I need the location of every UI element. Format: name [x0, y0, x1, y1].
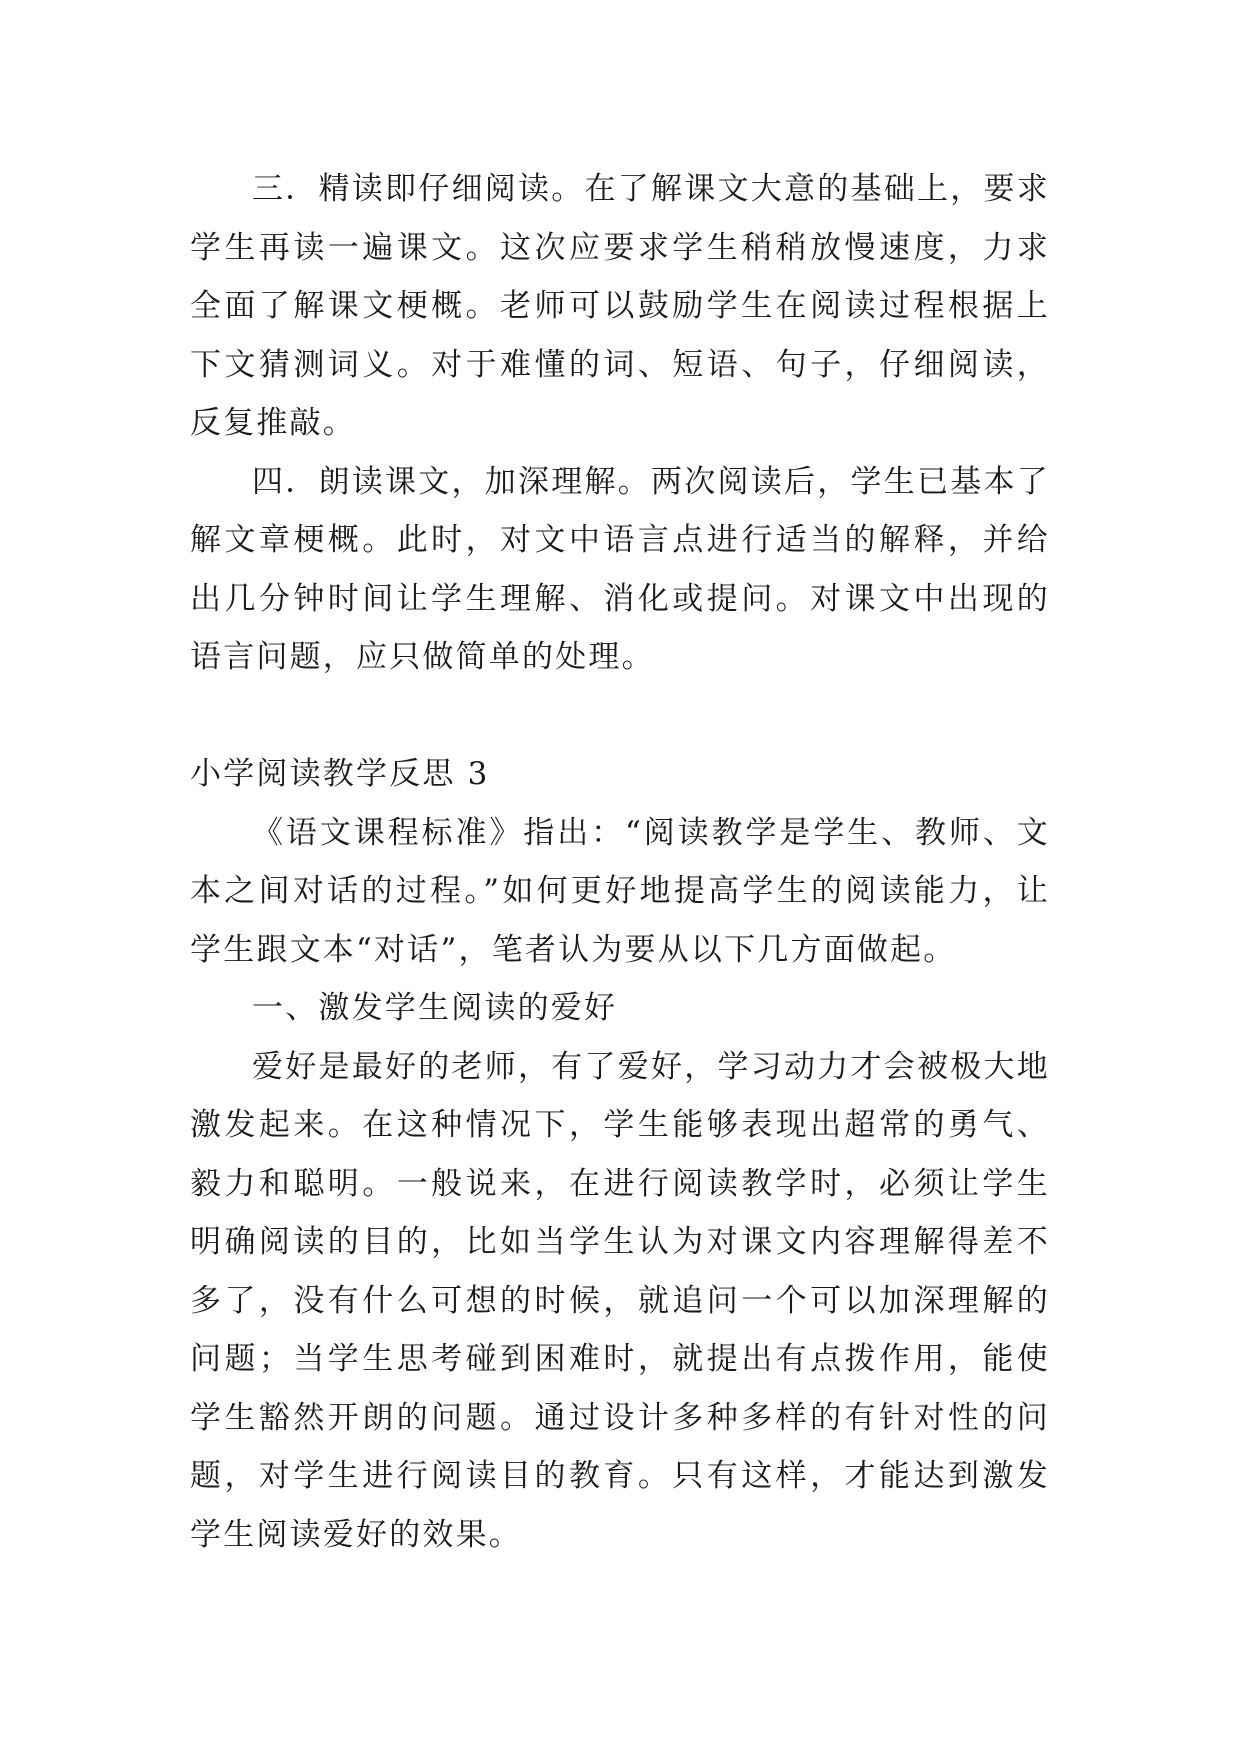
paragraph-intensive-reading: 三．精读即仔细阅读。在了解课文大意的基础上，要求学生再读一遍课文。这次应要求学生稍稍放慢速度，力求全面了解课文梗概。老师可以鼓励学生在阅读过程根据上下文猜测词义。对于难懂的词、短语、句子，仔细阅读，反复推敲。 [190, 171, 1050, 441]
paragraph-interest: 爱好是最好的老师，有了爱好，学习动力才会被极大地激发起来。在这种情况下，学生能够表现出超常的勇气、毅力和聪明。一般说来，在进行阅读教学时，必须让学生明确阅读的目的，比如当学生认为对课文内容理解得差不多了，没有什么可想的时候，就追问一个可以加深理解的问题；当学生思考碰到困难时，就提出有点拨作用，能使学生豁然开朗的问题。通过设计多种多样的有针对性的问题，对学生进行阅读目的教育。只有这样，才能达到激发学生阅读爱好的效果。 [190, 1048, 1050, 1553]
document-body [190, 160, 1050, 1564]
section-spacer [190, 687, 1050, 746]
paragraph-curriculum-standard: 《语文课程标准》指出：“阅读教学是学生、教师、文本之间对话的过程。”如何更好地提高学生的阅读能力，让学生跟文本“对话”，笔者认为要从以下几方面做起。 [190, 814, 1050, 968]
subheading-interest: 一、激发学生阅读的爱好 [252, 990, 618, 1026]
section-title: 小学阅读教学反思 3 [190, 756, 490, 792]
paragraph-reading-aloud: 四．朗读课文，加深理解。两次阅读后，学生已基本了解文章梗概。此时，对文中语言点进行适当的解释，并给出几分钟时间让学生理解、消化或提问。对课文中出现的语言问题，应只做简单的处理。 [190, 463, 1050, 675]
